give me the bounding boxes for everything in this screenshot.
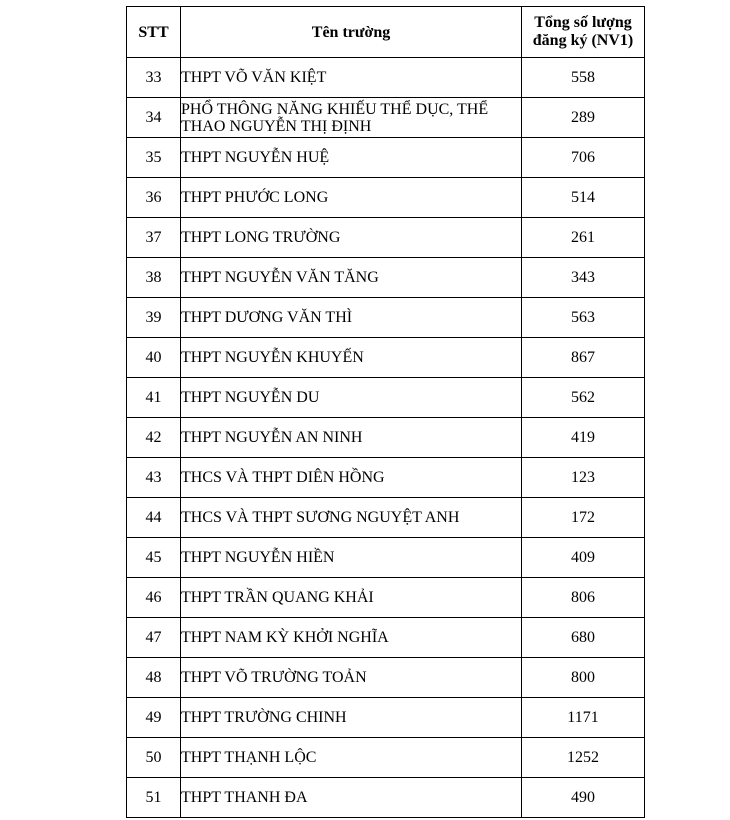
row-school-name: PHỔ THÔNG NĂNG KHIẾU THỂ DỤC, THỂ THAO NGUYỄN THỊ ĐỊNH [181, 98, 522, 138]
row-school-name: THPT NGUYỄN HUỆ [181, 138, 522, 178]
header-registration-count [522, 7, 645, 58]
row-registration-count: 558 [522, 58, 645, 98]
table-row [127, 538, 645, 578]
row-school-name: THPT NGUYỄN AN NINH [181, 418, 522, 458]
row-school-name: THPT VÕ VĂN KIỆT [181, 58, 522, 98]
row-registration-count: 289 [522, 98, 645, 138]
row-stt: 38 [127, 258, 181, 298]
row-stt: 49 [127, 698, 181, 738]
row-school-name: THPT LONG TRƯỜNG [181, 218, 522, 258]
row-registration-count: 867 [522, 338, 645, 378]
table-row [127, 298, 645, 338]
row-registration-count: 806 [522, 578, 645, 618]
row-registration-count: 343 [522, 258, 645, 298]
row-registration-count: 419 [522, 418, 645, 458]
row-registration-count: 800 [522, 658, 645, 698]
row-stt: 51 [127, 778, 181, 818]
row-registration-count: 261 [522, 218, 645, 258]
row-school-name: THPT NGUYỄN VĂN TĂNG [181, 258, 522, 298]
table-row [127, 138, 645, 178]
row-registration-count: 490 [522, 778, 645, 818]
registration-table [126, 6, 645, 818]
table-row [127, 698, 645, 738]
row-registration-count: 680 [522, 618, 645, 658]
row-stt: 35 [127, 138, 181, 178]
row-registration-count: 123 [522, 458, 645, 498]
row-registration-count: 172 [522, 498, 645, 538]
table-row [127, 578, 645, 618]
row-school-name: THPT THANH ĐA [181, 778, 522, 818]
row-school-name: THPT THẠNH LỘC [181, 738, 522, 778]
table-row [127, 778, 645, 818]
table-row [127, 618, 645, 658]
table-row [127, 378, 645, 418]
row-stt: 36 [127, 178, 181, 218]
header-school-name: Tên trường [181, 7, 522, 58]
table-row [127, 58, 645, 98]
table-row [127, 218, 645, 258]
row-school-name: THPT PHƯỚC LONG [181, 178, 522, 218]
row-school-name: THPT TRƯỜNG CHINH [181, 698, 522, 738]
row-stt: 43 [127, 458, 181, 498]
table-row [127, 418, 645, 458]
table-row [127, 338, 645, 378]
header-count-line1: Tổng số lượng [534, 14, 632, 31]
row-school-name: THPT NAM KỲ KHỞI NGHĨA [181, 618, 522, 658]
header-stt: STT [127, 7, 181, 58]
header-count-line2: đăng ký (NV1) [532, 32, 634, 49]
row-school-name: THCS VÀ THPT SƯƠNG NGUYỆT ANH [181, 498, 522, 538]
table-row [127, 98, 645, 138]
row-stt: 41 [127, 378, 181, 418]
row-stt: 34 [127, 98, 181, 138]
row-stt: 45 [127, 538, 181, 578]
table-row [127, 738, 645, 778]
row-stt: 42 [127, 418, 181, 458]
row-registration-count: 706 [522, 138, 645, 178]
row-stt: 47 [127, 618, 181, 658]
row-school-name: THPT NGUYỄN HIỀN [181, 538, 522, 578]
row-registration-count: 563 [522, 298, 645, 338]
row-registration-count: 1171 [522, 698, 645, 738]
row-registration-count: 409 [522, 538, 645, 578]
table-row [127, 458, 645, 498]
table-body [127, 58, 645, 818]
row-stt: 50 [127, 738, 181, 778]
row-school-name: THCS VÀ THPT DIÊN HỒNG [181, 458, 522, 498]
row-registration-count: 514 [522, 178, 645, 218]
row-registration-count: 562 [522, 378, 645, 418]
row-school-name: THPT TRẦN QUANG KHẢI [181, 578, 522, 618]
row-school-name: THPT DƯƠNG VĂN THÌ [181, 298, 522, 338]
table-row [127, 498, 645, 538]
row-school-name: THPT NGUYỄN KHUYẾN [181, 338, 522, 378]
row-stt: 33 [127, 58, 181, 98]
header-row [127, 7, 645, 58]
row-stt: 40 [127, 338, 181, 378]
row-registration-count: 1252 [522, 738, 645, 778]
row-stt: 46 [127, 578, 181, 618]
table-header [127, 7, 645, 58]
table-row [127, 658, 645, 698]
row-stt: 37 [127, 218, 181, 258]
row-stt: 48 [127, 658, 181, 698]
row-school-name: THPT NGUYỄN DU [181, 378, 522, 418]
row-stt: 44 [127, 498, 181, 538]
table-row [127, 178, 645, 218]
row-stt: 39 [127, 298, 181, 338]
row-school-name: THPT VÕ TRƯỜNG TOẢN [181, 658, 522, 698]
table-row [127, 258, 645, 298]
